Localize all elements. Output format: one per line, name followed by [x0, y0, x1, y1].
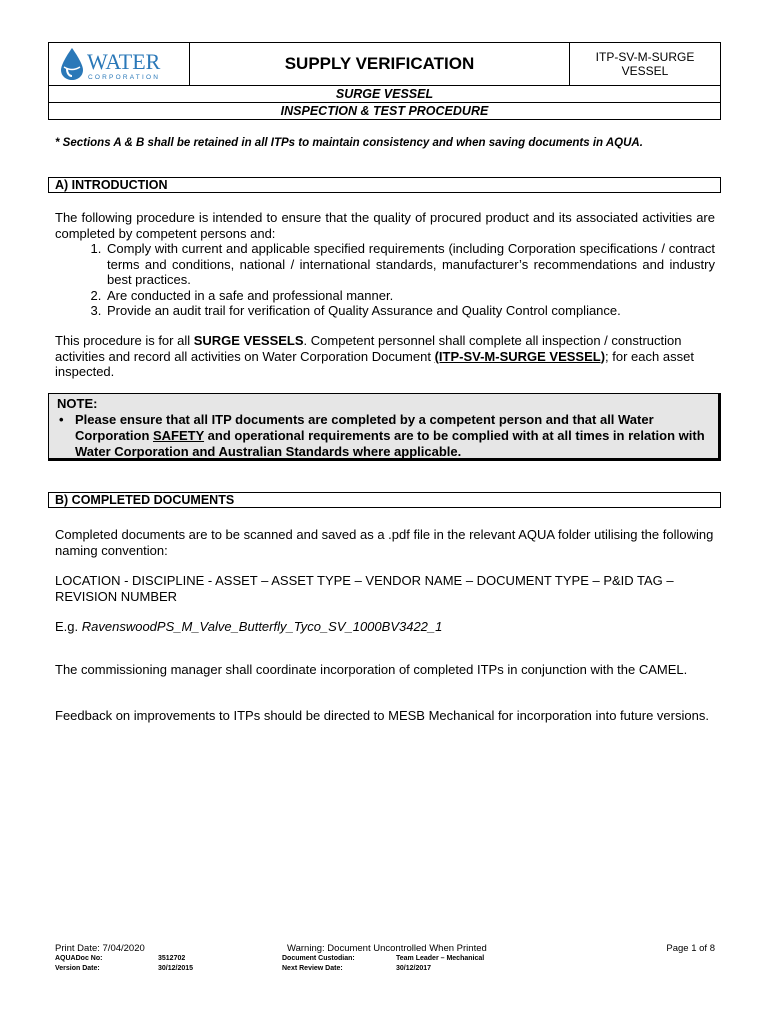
example-line [55, 619, 715, 635]
example-label: E.g. [55, 619, 82, 634]
document-code [570, 43, 720, 85]
version-label: Version Date: [55, 965, 100, 972]
requirements-list [55, 241, 715, 319]
document-title: SUPPLY VERIFICATION [190, 43, 570, 85]
example-value: RavenswoodPS_M_Valve_Butterfly_Tyco_SV_1000BV3422_1 [81, 619, 443, 634]
retention-note: * Sections A & B shall be retained in all ITPs to maintain consistency and when saving documents in AQUA. [55, 137, 643, 149]
section-a-heading [48, 177, 721, 193]
review-label: Next Review Date: [282, 965, 343, 972]
scope-doc-ref: (ITP-SV-M-SURGE VESSEL) [434, 348, 606, 364]
header-table [48, 42, 721, 86]
svg-text:WATER: WATER [87, 49, 161, 74]
water-drop-logo-icon [58, 45, 180, 83]
document-code-line2: VESSEL [621, 64, 669, 78]
note-label: NOTE: [57, 396, 98, 411]
list-item: 3. Provide an audit trail for verification of Quality Assurance and Quality Control compliance. [105, 303, 715, 319]
scope-paragraph [55, 333, 715, 380]
footer-main [55, 943, 715, 955]
logo [49, 43, 190, 85]
note-box [48, 393, 721, 461]
section-a-body [55, 210, 715, 319]
aquadoc-value: 3512702 [158, 955, 186, 962]
note-item [75, 412, 710, 460]
footer-meta-row-1 [55, 955, 715, 965]
scope-text-3: ; for each asset inspected. [55, 348, 694, 379]
custodian-value: Team Leader – Mechanical [396, 955, 485, 962]
note-list [57, 412, 710, 460]
note-text-2: and operational requirements are to be complied with at all times in relation with Water Corporation and Australian Standards where applicable. [75, 428, 705, 459]
section-b-heading-text: B) COMPLETED DOCUMENTS [55, 493, 235, 507]
list-item: 2. Are conducted in a safe and professional manner. [105, 288, 715, 304]
uncontrolled-warning: Warning: Document Uncontrolled When Printed [287, 943, 487, 954]
note-safety: SAFETY [153, 428, 205, 443]
subtitle-procedure: INSPECTION & TEST PROCEDURE [48, 103, 721, 120]
page-number: Page 1 of 8 [666, 943, 715, 954]
scope-text-2: . Competent personnel shall complete all inspection / construction activities and record all activities on Water Corporation Document [55, 333, 682, 364]
scope-text-1: This procedure is for all [55, 333, 194, 348]
aquadoc-label: AQUADoc No: [55, 955, 103, 962]
svg-text:CORPORATION: CORPORATION [88, 74, 161, 81]
footer-meta-row-2 [55, 965, 715, 975]
section-b-p2: LOCATION - DISCIPLINE - ASSET – ASSET TYPE – VENDOR NAME – DOCUMENT TYPE – P&ID TAG – REVISION NUMBER [55, 573, 674, 604]
section-b-p3: The commissioning manager shall coordinate incorporation of completed ITPs in conjunction with the CAMEL. [55, 662, 688, 677]
section-b-p1: Completed documents are to be scanned and saved as a .pdf file in the relevant AQUA folder utilising the following naming convention: [55, 527, 714, 558]
intro-paragraph: The following procedure is intended to ensure that the quality of procured product and its associated activities are completed by competent persons and: [55, 210, 715, 241]
list-item: 1. Comply with current and applicable specified requirements (including Corporation specifications / contract terms and conditions, national / international standards, manufacturer’s recommendations and industry best practices. [105, 241, 715, 288]
section-b-heading [48, 492, 721, 508]
note-text-1: Please ensure that all ITP documents are completed by a competent person and that all Water Corporation [75, 412, 654, 443]
document-code-line1: ITP-SV-M-SURGE [595, 50, 695, 64]
scope-bold: SURGE VESSELS [193, 333, 304, 348]
review-value: 30/12/2017 [396, 965, 432, 972]
print-date: Print Date: 7/04/2020 [55, 943, 145, 954]
section-a-heading-text: A) INTRODUCTION [55, 178, 168, 192]
custodian-label: Document Custodian: [282, 955, 355, 962]
section-b-p4: Feedback on improvements to ITPs should be directed to MESB Mechanical for incorporation into future versions. [55, 708, 709, 723]
version-value: 30/12/2015 [158, 965, 194, 972]
subtitle-surge-vessel: SURGE VESSEL [48, 86, 721, 103]
